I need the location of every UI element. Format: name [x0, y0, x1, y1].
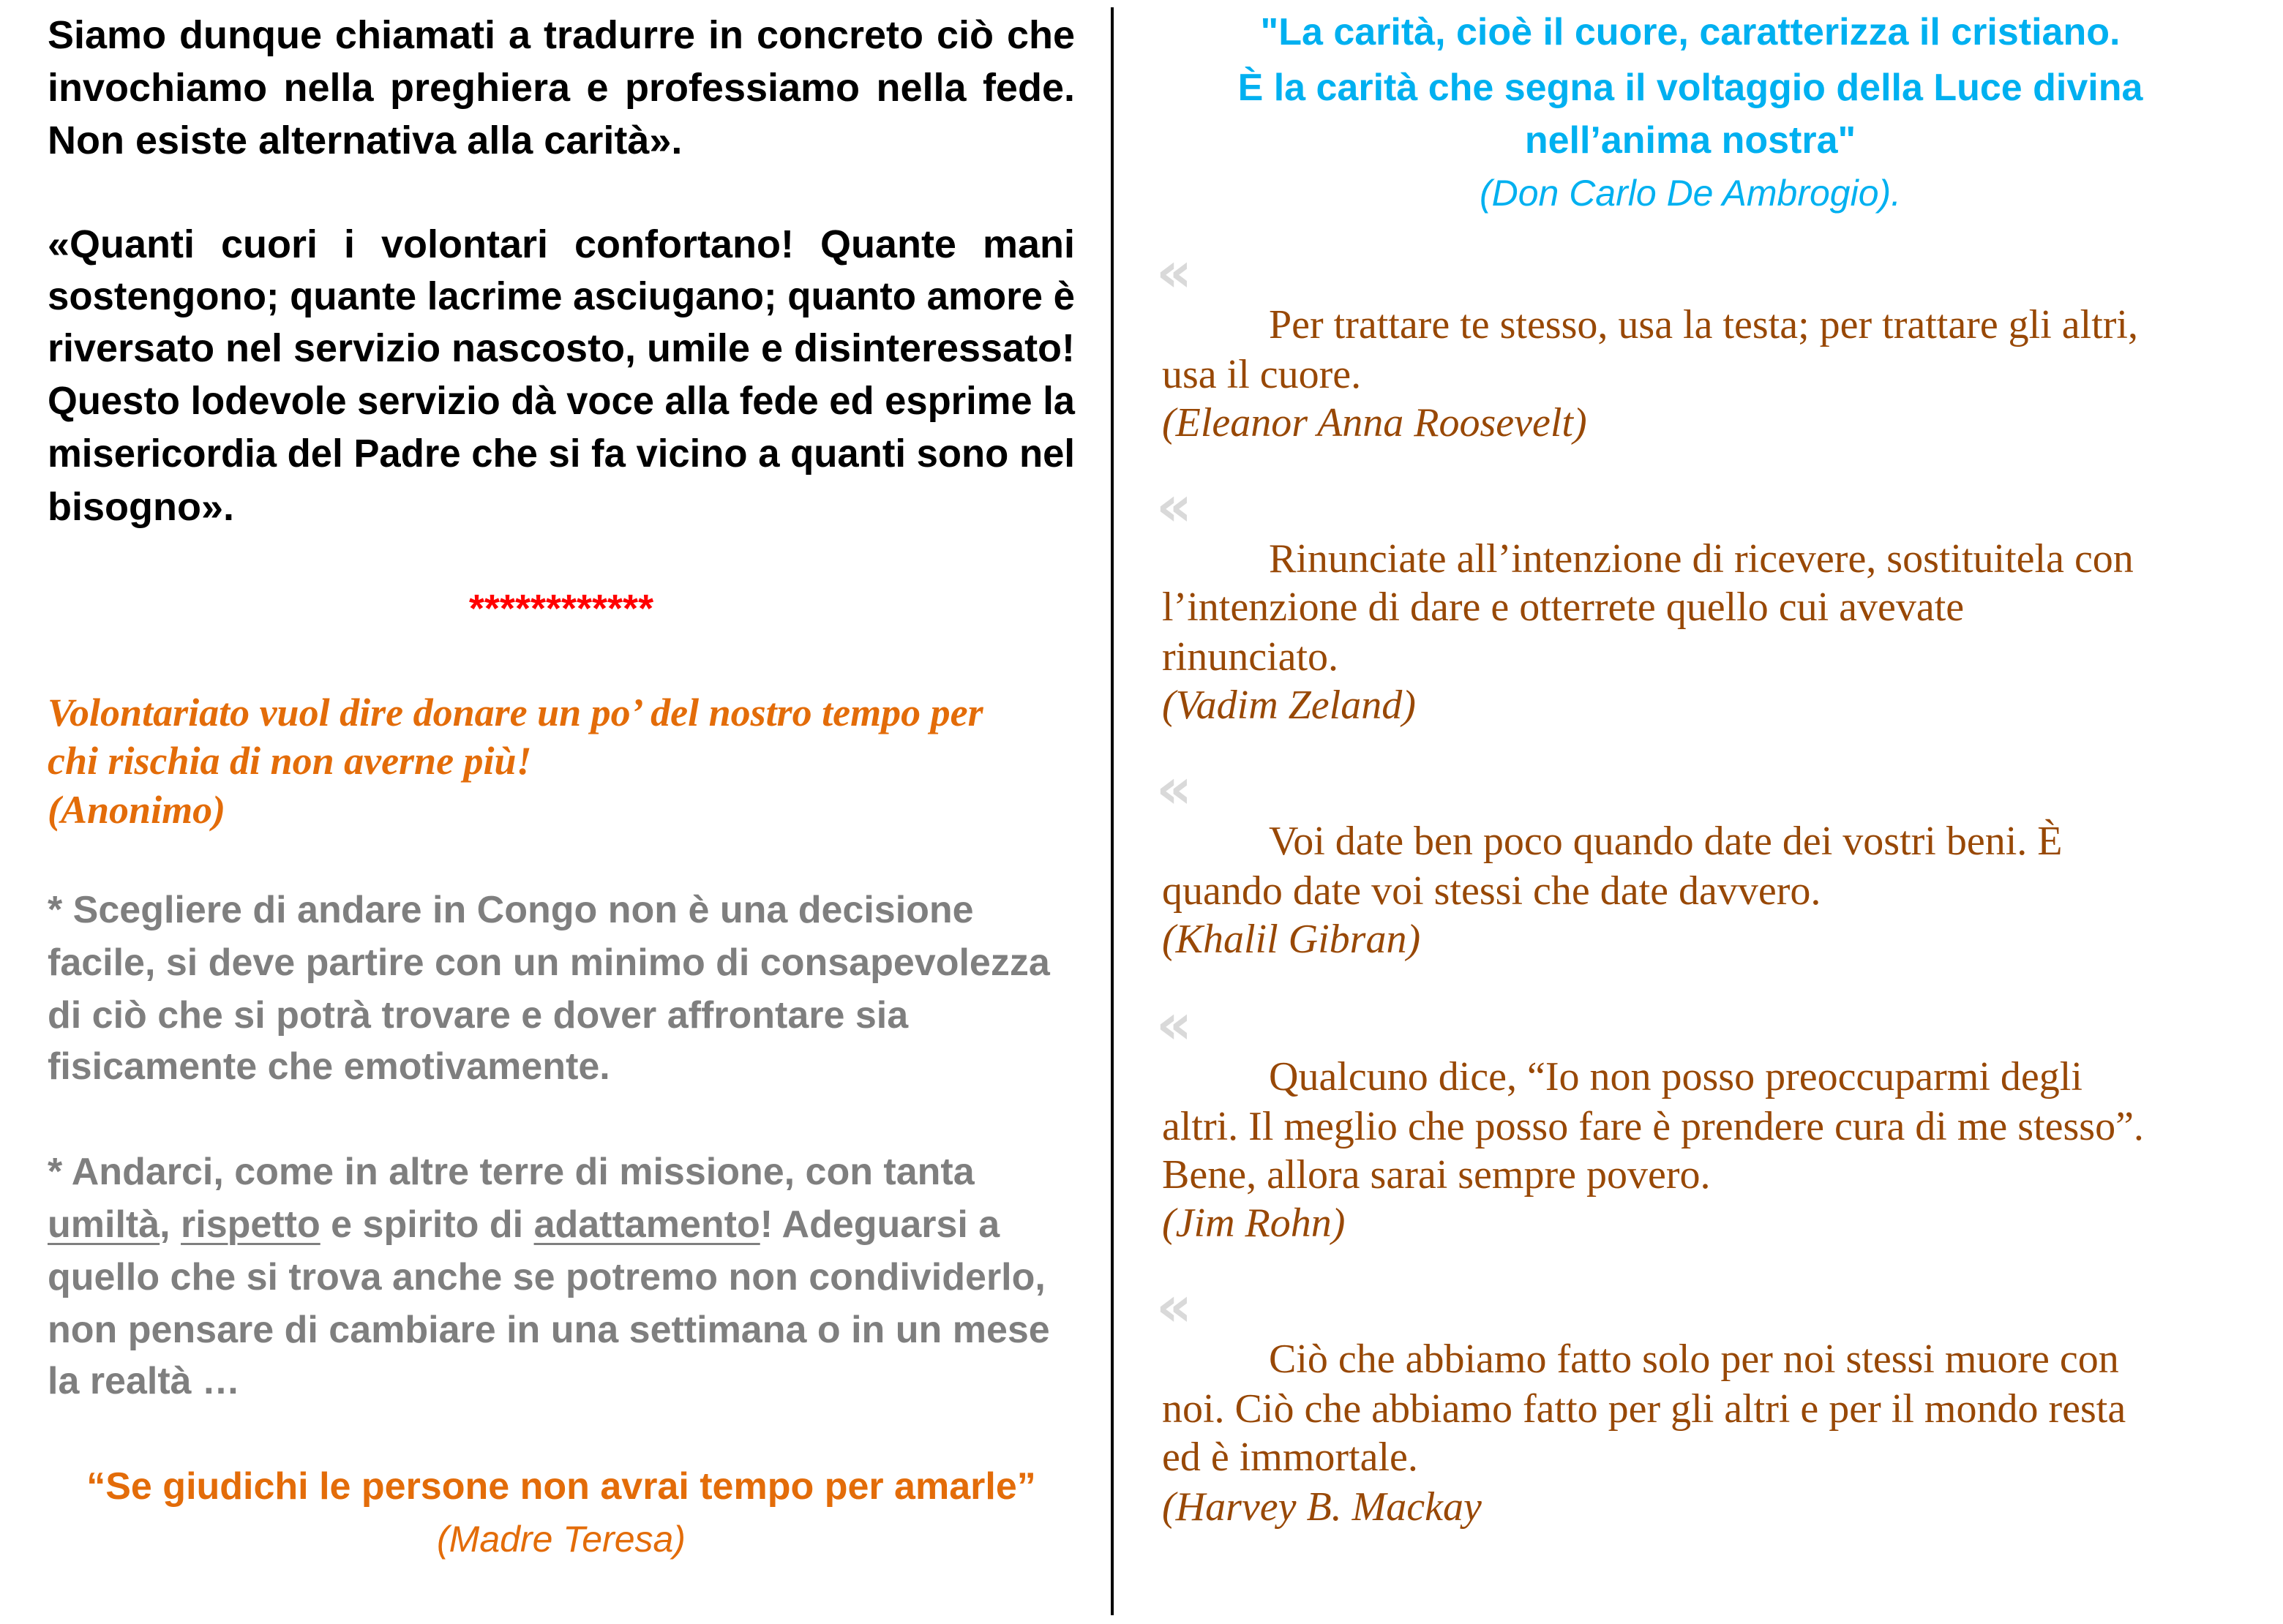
quote-line: noi. Ciò che abbiamo fatto per gli altri e per il mondo resta — [1162, 1386, 2126, 1432]
charity-quote-line: nell’anima nostra" — [1524, 119, 1856, 162]
volunteer-quote-line: misericordia del Padre che si fa vicino a quanti sono nel — [48, 432, 1075, 475]
quote-line: Per trattare te stesso, usa la testa; per trattare gli altri, — [1269, 302, 2138, 347]
teresa-quote: “Se giudichi le persone non avrai tempo per amarle” — [86, 1465, 1036, 1508]
intro-line: invochiamo nella preghiera e professiamo nella fede. — [48, 66, 1075, 110]
quote-author: (Eleanor Anna Roosevelt) — [1162, 400, 1587, 446]
separator-asterisks: ************ — [468, 587, 654, 631]
andarci-line — [48, 1198, 1075, 1251]
underlined-word-rispetto: rispetto — [181, 1203, 320, 1246]
quote-mark-icon: « — [1156, 1274, 1193, 1339]
teresa-author: (Madre Teresa) — [437, 1519, 686, 1560]
underlined-word-umilta: umiltà — [48, 1203, 160, 1246]
andarci-line: * Andarci, come in altre terre di missione, con tanta — [48, 1151, 975, 1193]
andarci-text: e spirito di — [320, 1203, 534, 1246]
quote-line: quando date voi stessi che date davvero. — [1162, 868, 1821, 914]
volunteer-quote-line: bisogno». — [48, 485, 234, 529]
volontariato-line: Volontariato vuol dire donare un po’ del nostro tempo per — [48, 691, 983, 734]
charity-quote-author: (Don Carlo De Ambrogio). — [1479, 173, 1902, 214]
volontariato-author: (Anonimo) — [48, 788, 226, 832]
quote-mark-icon: « — [1156, 473, 1193, 538]
quote-line: rinunciato. — [1162, 634, 1339, 680]
congo-line: facile, si deve partire con un minimo di consapevolezza — [48, 941, 1050, 984]
intro-line: Siamo dunque chiamati a tradurre in concreto ciò che — [48, 13, 1075, 57]
charity-quote-line: È la carità che segna il voltaggio della Luce divina — [1237, 67, 2143, 109]
quote-mark-icon: « — [1156, 239, 1193, 304]
volontariato-line: chi rischia di non averne più! — [48, 739, 532, 783]
congo-line: di ciò che si potrà trovare e dover affrontare sia — [48, 994, 909, 1037]
quote-author: (Khalil Gibran) — [1162, 917, 1421, 962]
quote-line: Voi date ben poco quando date dei vostri beni. È — [1269, 819, 2063, 864]
volunteer-quote-line: Questo lodevole servizio dà voce alla fede ed esprime la — [48, 379, 1075, 423]
charity-quote-line: "La carità, cioè il cuore, caratterizza il cristiano. — [1260, 11, 2121, 53]
volunteer-quote-line: riversato nel servizio nascosto, umile e disinteressato! — [48, 326, 1075, 370]
quote-author: (Jim Rohn) — [1162, 1200, 1346, 1246]
volunteer-quote-line: sostengono; quante lacrime asciugano; quanto amore è — [48, 274, 1075, 318]
quote-line: l’intenzione di dare e otterrete quello cui avevate — [1162, 584, 1965, 630]
andarci-line: non pensare di cambiare in una settimana o in un mese — [48, 1309, 1050, 1351]
quote-author: (Harvey B. Mackay — [1162, 1484, 1482, 1530]
quote-author: (Vadim Zeland) — [1162, 683, 1416, 728]
quote-line: usa il cuore. — [1162, 352, 1362, 397]
quote-line: ed è immortale. — [1162, 1435, 1418, 1480]
quote-line: Ciò che abbiamo fatto solo per noi stessi muore con — [1269, 1337, 2119, 1382]
quote-mark-icon: « — [1156, 991, 1193, 1056]
congo-line: fisicamente che emotivamente. — [48, 1045, 610, 1088]
andarci-line: quello che si trova anche se potremo non condividerlo, — [48, 1256, 1046, 1298]
column-divider — [1111, 7, 1114, 1615]
quote-line: Qualcuno dice, “Io non posso preoccuparmi degli — [1269, 1054, 2083, 1099]
quote-line: Bene, allora sarai sempre povero. — [1162, 1152, 1711, 1198]
quote-line: altri. Il meglio che posso fare è prendere cura di me stesso”. — [1162, 1104, 2144, 1149]
volunteer-quote-line: «Quanti cuori i volontari confortano! Quante mani — [48, 222, 1075, 266]
underlined-word-adattamento: adattamento — [533, 1203, 760, 1246]
andarci-text: , — [160, 1203, 181, 1246]
quote-line: Rinunciate all’intenzione di ricevere, sostituitela con — [1269, 536, 2134, 582]
intro-line: Non esiste alternativa alla carità». — [48, 119, 683, 162]
congo-line: * Scegliere di andare in Congo non è una decisione — [48, 889, 974, 931]
quote-mark-icon: « — [1156, 756, 1193, 821]
andarci-line: la realtà … — [48, 1360, 241, 1402]
andarci-text: ! Adeguarsi a — [760, 1203, 1000, 1246]
